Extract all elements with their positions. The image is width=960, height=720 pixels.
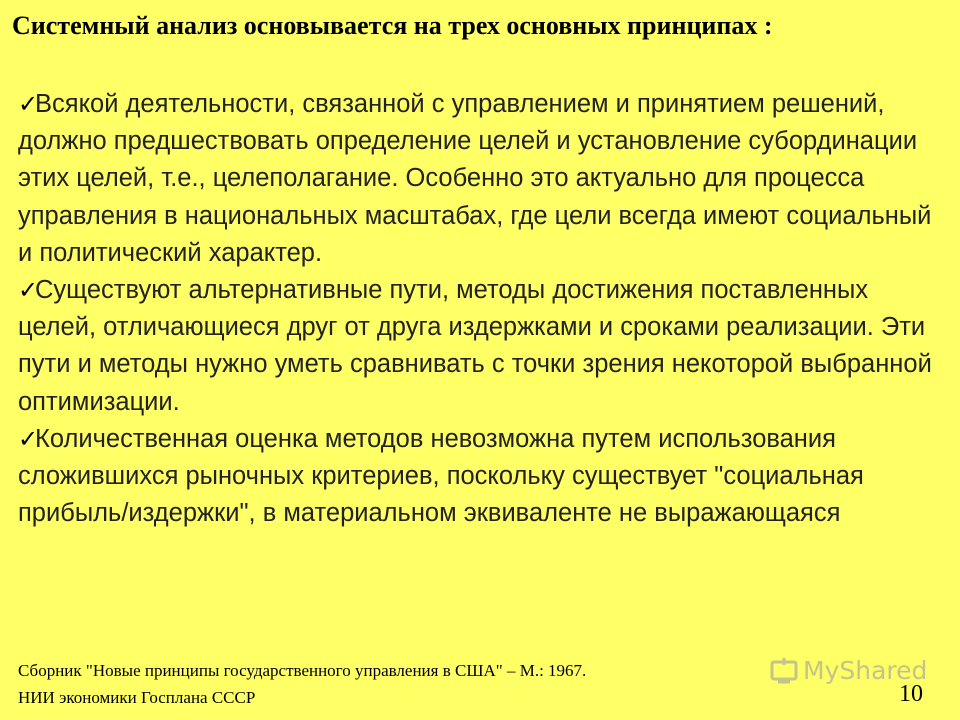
principles-list [18,86,944,532]
source-citation [18,657,586,711]
principle-text: Существуют альтернативные пути, методы достижения поставленных целей, отличающиеся друг от друга издержками и сроками реализации. Эти пути и методы нужно уметь сравнивать с точки зрения некоторой выбранной оптимизации. [18,276,932,416]
principle-text: Количественная оценка методов невозможна путем использования сложившихся рыночных критериев, поскольку существует "социальная прибыль/издержки", в материальном эквиваленте не выражающаяся [18,424,864,528]
source-line: Сборник "Новые принципы государственного управления в США" – М.: 1967. [18,661,587,680]
checkmark-icon: ✓ [18,424,39,453]
source-line: НИИ экономики Госплана СССР [18,688,256,707]
checkmark-icon: ✓ [18,90,39,118]
page-number: 10 [899,681,923,707]
principle-text: Всякой деятельности, связанной с управлением и принятием решений, должно предшествовать определение целей и установление субординации этих целей, т.е., целеполагание. Особенно это актуально для процесса управления в национальных масштабах, где цели всегда имеют социальный и политический характер. [18,90,932,267]
principle-item [18,421,944,533]
slide-title: Системный анализ основывается на трех основных принципах : [12,11,773,40]
checkmark-icon: ✓ [18,276,39,305]
watermark-text: MyShared [803,656,928,685]
principle-item [18,86,944,272]
myshared-logo-icon [770,657,800,685]
principle-item [18,272,944,421]
